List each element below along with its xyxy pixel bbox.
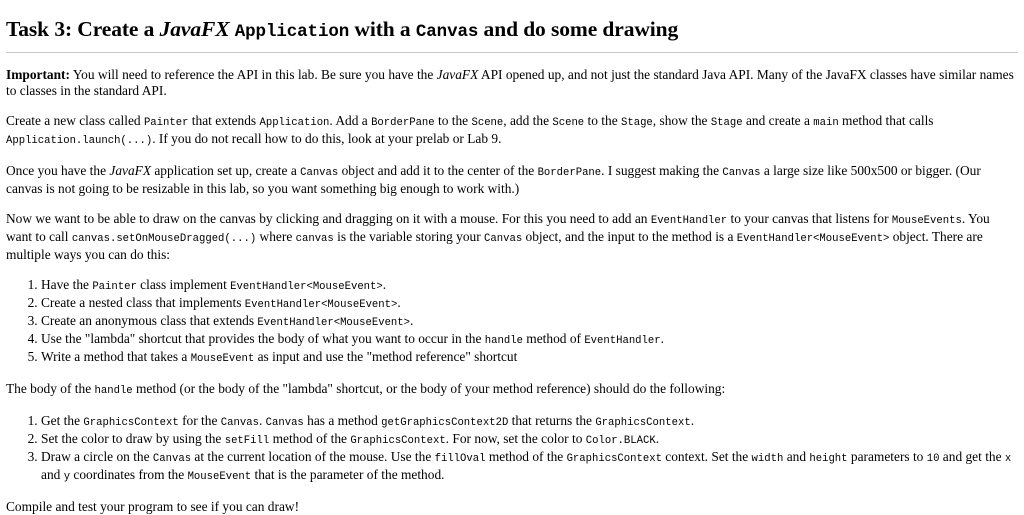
code: height <box>809 453 848 465</box>
title-code-canvas: Canvas <box>415 22 479 42</box>
code: EventHandler <box>584 335 661 347</box>
handle-steps-list <box>6 413 1018 485</box>
title-text: and do some drawing <box>478 17 679 41</box>
code: EventHandler<MouseEvent> <box>230 281 383 293</box>
text: class implement <box>136 277 231 292</box>
text: . Add a <box>329 113 372 128</box>
code: Canvas <box>152 453 192 465</box>
setup-paragraph <box>6 113 1018 149</box>
text: that extends <box>188 113 260 128</box>
text: at the current location of the mouse. Use the <box>191 449 435 464</box>
text: to the <box>584 113 621 128</box>
text: . <box>660 331 664 346</box>
code: handle <box>94 385 133 397</box>
title-text: Task 3: Create a <box>6 17 160 41</box>
text: method of the <box>485 449 567 464</box>
list-item <box>41 331 1018 349</box>
title-code-application: Application <box>234 22 350 42</box>
code: MouseEvent <box>187 471 252 483</box>
text: Create an anonymous class that extends <box>41 313 258 328</box>
text: You will need to reference the API in this lab. Be sure you have the <box>69 67 437 82</box>
text: a large size like 500x500 or bigger. (Our canvas is not going to be resizable in this lab, so you want something big enough to work with.) <box>6 163 981 196</box>
text: method of <box>522 331 585 346</box>
list-item <box>41 349 1018 367</box>
code: MouseEvent <box>190 353 255 365</box>
code: Canvas <box>220 417 259 429</box>
text: , add the <box>503 113 553 128</box>
handler-options-list <box>6 277 1018 367</box>
canvas-paragraph <box>6 163 1018 197</box>
code: 10 <box>926 453 940 465</box>
text: and get the <box>939 449 1005 464</box>
code: GraphicsContext <box>83 417 179 429</box>
code: BorderPane <box>537 167 602 179</box>
code: Application <box>259 117 330 129</box>
code: Scene <box>471 117 504 129</box>
text: Create a new class called <box>6 113 144 128</box>
text: coordinates from the <box>70 467 188 482</box>
text: , show the <box>652 113 711 128</box>
code: EventHandler<MouseEvent> <box>736 233 890 245</box>
text: that is the parameter of the method. <box>251 467 445 482</box>
code: Canvas <box>722 167 761 179</box>
code: setFill <box>224 435 270 447</box>
text: is the variable storing your <box>333 229 485 244</box>
title-text: with a <box>349 17 416 41</box>
code: Painter <box>92 281 137 293</box>
text: and <box>783 449 810 464</box>
text: . For now, set the color to <box>445 431 586 446</box>
list-item <box>41 313 1018 331</box>
code: MouseEvents <box>891 215 962 227</box>
closing-paragraph: Compile and test your program to see if you can draw! <box>6 499 300 514</box>
text: Get the <box>41 413 84 428</box>
emphasis: JavaFX <box>436 67 479 82</box>
text: Create a nested class that implements <box>41 295 245 310</box>
text: parameters to <box>847 449 927 464</box>
text: Once you have the <box>6 163 110 178</box>
code: Canvas <box>300 167 339 179</box>
handle-body-paragraph <box>6 381 1018 399</box>
code: Stage <box>621 117 653 129</box>
text: application set up, create a <box>151 163 301 178</box>
text: object and add it to the center of the <box>338 163 538 178</box>
text: . <box>397 295 401 310</box>
code: Scene <box>552 117 585 129</box>
code: EventHandler<MouseEvent> <box>244 299 398 311</box>
code: canvas.setOnMouseDragged(...) <box>71 233 257 245</box>
text: Set the color to draw by using the <box>41 431 225 446</box>
code: GraphicsContext <box>595 417 691 429</box>
code: y <box>63 471 71 483</box>
text: Now we want to be able to draw on the canvas by clicking and dragging on it with a mouse. For this you need to add an <box>6 211 651 226</box>
code: width <box>751 453 784 465</box>
page-title <box>6 0 1018 53</box>
code: main <box>813 117 839 129</box>
text: object, and the input to the method is a <box>522 229 737 244</box>
text: . I suggest making the <box>601 163 723 178</box>
text: that returns the <box>508 413 596 428</box>
code: GraphicsContext <box>350 435 446 447</box>
text: The body of the <box>6 381 95 396</box>
code: BorderPane <box>371 117 435 129</box>
list-item <box>41 295 1018 313</box>
text: . You want to call <box>6 211 990 244</box>
text: API opened up, and not just the standard Java API. Many of the JavaFX classes have similar names to classes in the standard API. <box>6 67 1014 98</box>
text: where <box>256 229 296 244</box>
code: getGraphicsContext2D <box>381 417 509 429</box>
text: to your canvas that listens for <box>727 211 892 226</box>
code: Application.launch(...) <box>6 135 153 147</box>
code: canvas <box>295 233 334 245</box>
text: Have the <box>41 277 93 292</box>
code: Canvas <box>265 417 304 429</box>
code: Stage <box>710 117 743 129</box>
text: for the <box>178 413 221 428</box>
text: to the <box>434 113 472 128</box>
text: Use the "lambda" shortcut that provides the body of what you want to occur in the <box>41 331 485 346</box>
text: Write a method that takes a <box>41 349 191 364</box>
code: Color.BLACK <box>585 435 656 447</box>
code: GraphicsContext <box>566 453 662 465</box>
text: Draw a circle on the <box>41 449 153 464</box>
text: . <box>690 413 695 428</box>
code: Painter <box>143 117 189 129</box>
code: fillOval <box>434 453 486 465</box>
code: EventHandler<MouseEvent> <box>257 317 410 329</box>
text: . <box>410 313 414 328</box>
text: . If you do not recall how to do this, look at your prelab or Lab 9. <box>152 131 502 146</box>
important-label: Important: <box>6 67 70 82</box>
list-item <box>41 431 1018 449</box>
title-javafx: JavaFX <box>159 17 230 41</box>
code: handle <box>484 335 523 347</box>
text: method (or the body of the "lambda" shortcut, or the body of your method reference) should do the following: <box>132 381 726 396</box>
event-handler-paragraph <box>6 211 1018 263</box>
text: . <box>655 431 660 446</box>
text: has a method <box>303 413 382 428</box>
emphasis: JavaFX <box>109 163 152 178</box>
text: . <box>382 277 387 292</box>
code: x <box>1004 453 1012 465</box>
list-item <box>41 449 1018 485</box>
text: method of the <box>269 431 351 446</box>
list-item <box>41 413 1018 431</box>
list-item <box>41 277 1018 295</box>
text: method that calls <box>838 113 934 128</box>
important-paragraph <box>6 67 1018 99</box>
code: EventHandler <box>650 215 728 227</box>
text: as input and use the "method reference" shortcut <box>254 349 518 364</box>
text: and <box>41 467 64 482</box>
code: Canvas <box>484 233 523 245</box>
text: . <box>258 413 266 428</box>
text: context. Set the <box>661 449 752 464</box>
text: object. There are multiple ways you can do this: <box>6 229 983 262</box>
text: and create a <box>742 113 814 128</box>
